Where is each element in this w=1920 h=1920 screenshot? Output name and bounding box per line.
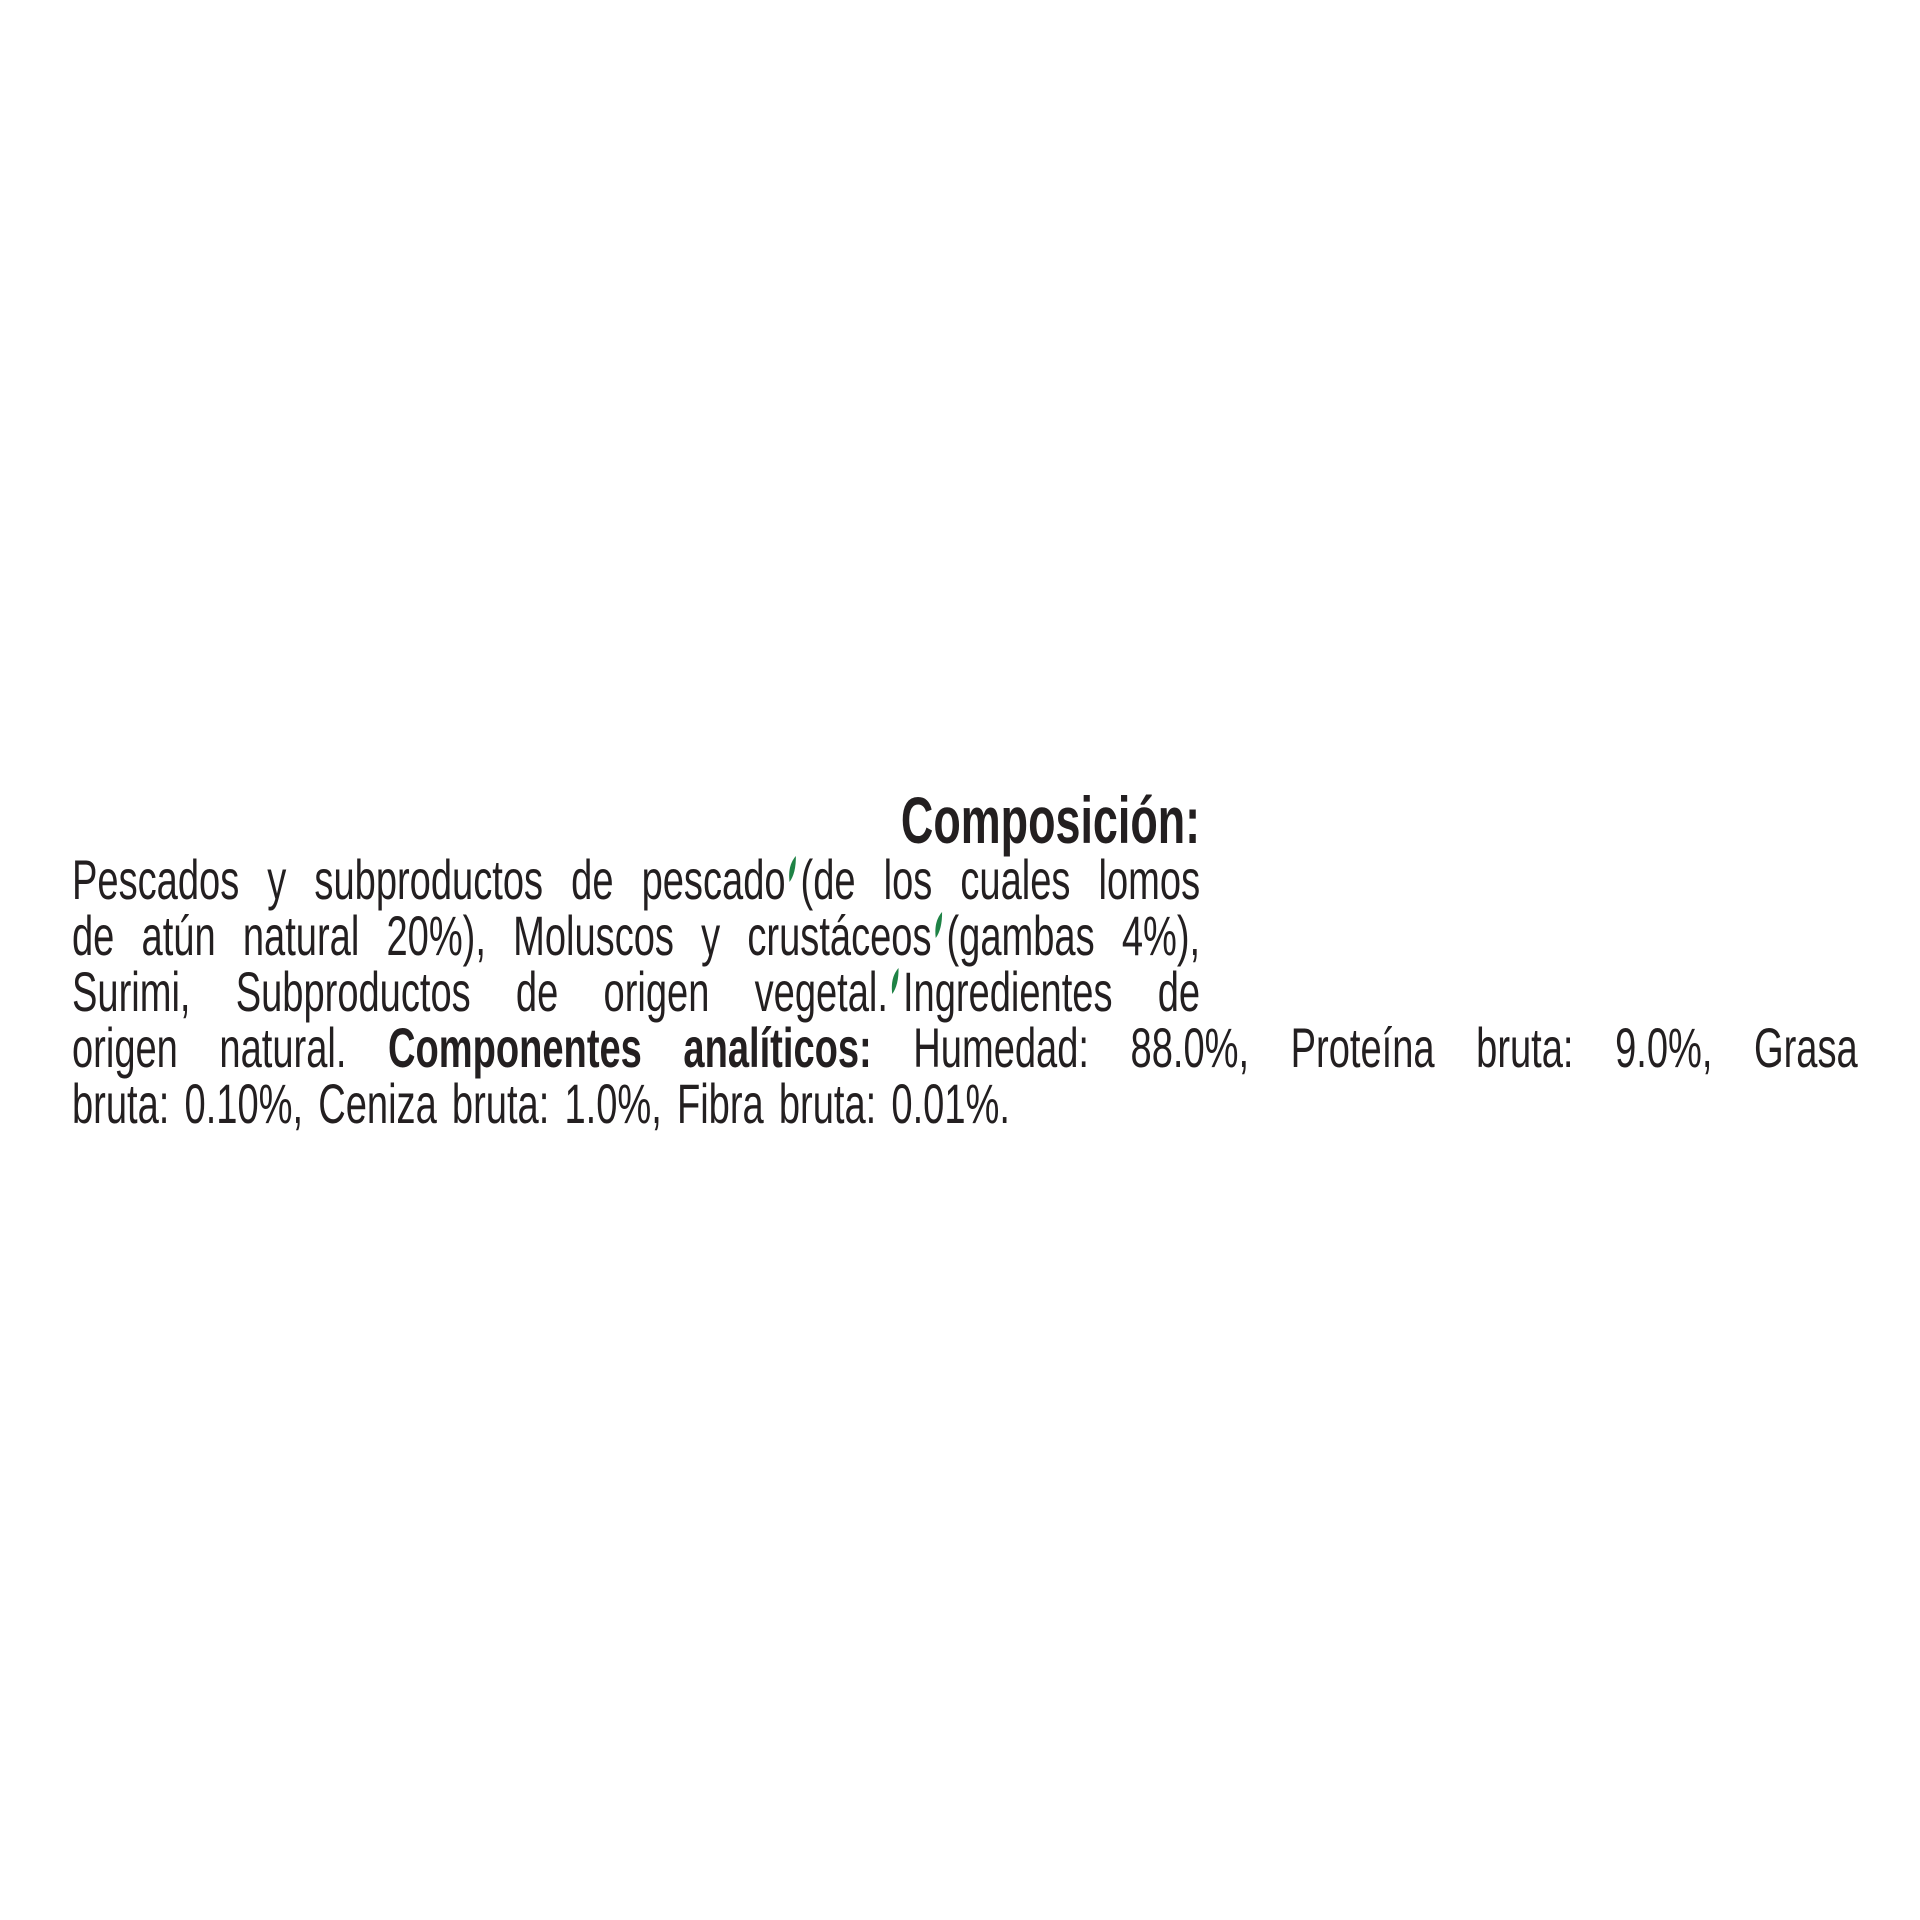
line-1-text-a: Pescados y subproductos de pescado [72,848,786,911]
line-2-text-b: (gambas 4%), [946,904,1201,967]
composition-line-3 [72,960,1201,1023]
leaf-icon [932,912,946,942]
composition-line-2 [72,904,1201,967]
leaf-icon [889,968,903,998]
line-2-text-a: de atún natural 20%), Moluscos y crustáceos [72,904,932,967]
composition-heading: Composición: [900,783,1201,857]
line-4-text-c: Humedad: 88.0%, Proteína bruta: 9.0%, Grasa [913,1016,1858,1079]
line-5-text: bruta: 0.10%, Ceniza bruta: 1.0%, Fibra bruta: 0.01%. [72,1072,1010,1135]
composition-line-4 [72,1016,1858,1079]
leaf-icon [786,856,800,886]
line-4-text-a: origen natural. [72,1016,347,1079]
composition-block [72,783,1858,1135]
line-3-text-a: Surimi, Subproductos de origen vegetal. [72,960,888,1023]
line-3-text-b: Ingredientes de [902,960,1201,1023]
analytical-components-label: Componentes analíticos: [387,1016,872,1079]
composition-line-1 [72,848,1201,911]
composition-line-5 [72,1072,1858,1135]
line-1-text-b: (de los cuales lomos [800,848,1201,911]
